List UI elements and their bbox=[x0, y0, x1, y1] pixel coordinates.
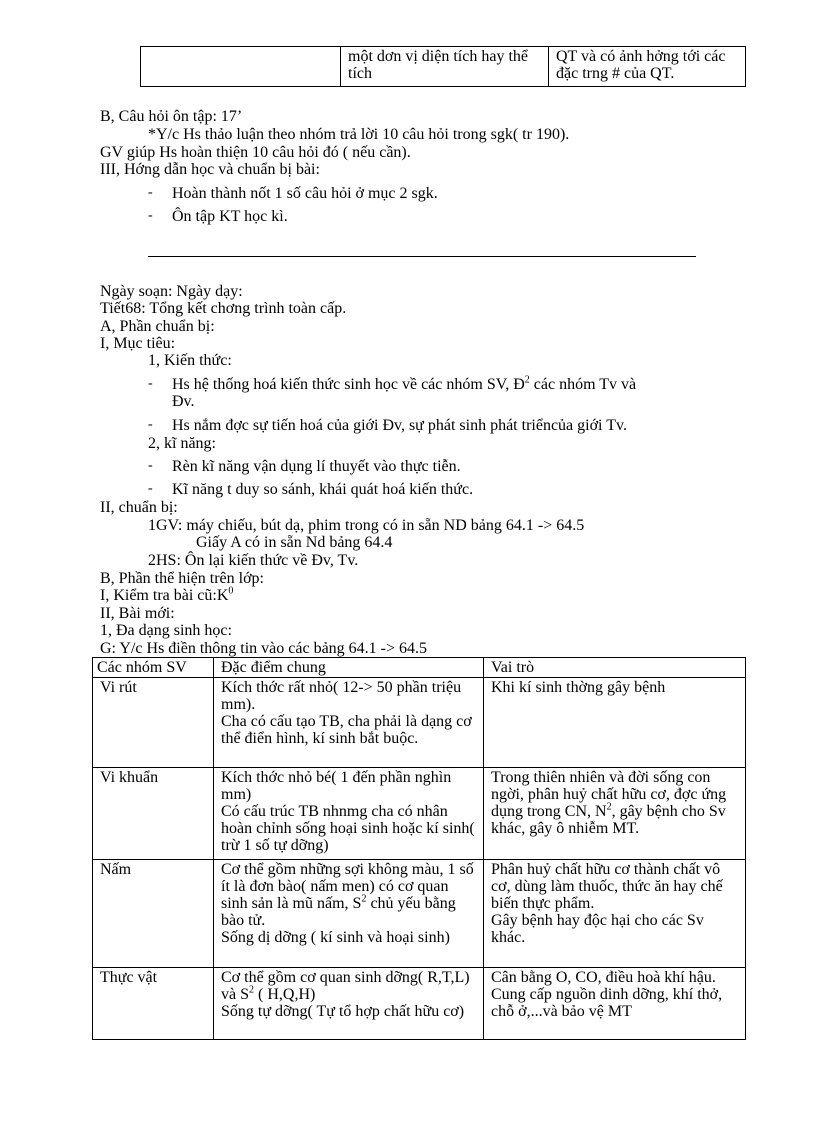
part-a-heading: A, Phần chuẩn bị: bbox=[100, 318, 215, 335]
trait-text-a: Cơ thể gồm những sợi không màu, 1 số ít là đơn bào( nấm men) có cơ quan sinh sản là mũ nấm, S bbox=[221, 861, 474, 912]
role-line: Phân huỷ chất hữu cơ thành chất vô cơ, dùng làm thuốc, thức ăn hay chế biến thực phẩm. bbox=[491, 861, 723, 912]
row-role bbox=[484, 678, 746, 768]
superscript: 2 bbox=[524, 374, 530, 386]
knowledge-bullet-1-a: Hs hệ thống hoá kiến thức sinh học về các nhóm SV, Đ bbox=[172, 376, 525, 393]
row-traits bbox=[214, 968, 484, 1040]
row-group: Nấm bbox=[93, 860, 214, 968]
knowledge-bullet-1-cont: Đv. bbox=[172, 393, 195, 410]
table-row bbox=[93, 768, 746, 860]
trait-text-b: ( H,Q,H) bbox=[254, 986, 316, 1003]
trait-line bbox=[221, 861, 479, 929]
section-divider bbox=[148, 256, 696, 257]
trait-line: Kích thớc nhỏ bé( 1 đến phần nghìn mm) bbox=[221, 769, 452, 803]
row-group: Vi rút bbox=[93, 678, 214, 768]
role-line: Cung cấp nguồn dinh dỡng, khí thở, chỗ ở,...và bảo vệ MT bbox=[491, 986, 723, 1020]
role-line: Khi kí sinh thờng gây bệnh bbox=[491, 679, 666, 696]
role-line: Gây bệnh hay độc hại cho các Sv khác. bbox=[491, 912, 704, 946]
table-row bbox=[93, 968, 746, 1040]
lesson-title: Tiết68: Tổng kết chơng trình toàn cấp. bbox=[100, 300, 347, 317]
row-group: Thực vật bbox=[93, 968, 214, 1040]
bullet-dash: - bbox=[148, 481, 153, 496]
bullet-dash: - bbox=[148, 185, 153, 200]
bullet-dash: - bbox=[148, 458, 153, 473]
table-row bbox=[93, 678, 746, 768]
header-traits: Đặc điểm chung bbox=[214, 658, 484, 678]
row-role bbox=[484, 768, 746, 860]
superscript: 2 bbox=[361, 893, 367, 905]
row-traits bbox=[214, 678, 484, 768]
skills-bullet-1: Rèn kĩ năng vận dụng lí thuyết vào thực tiễn. bbox=[172, 458, 461, 475]
trait-line: Sống tự dỡng( Tự tổ hợp chất hữu cơ) bbox=[221, 1003, 465, 1020]
trait-line: Sống dị dỡng ( kí sinh và hoại sinh) bbox=[221, 929, 450, 946]
check-old-lesson bbox=[100, 587, 233, 604]
part-b-heading: B, Phần thể hiện trên lớp: bbox=[100, 570, 264, 587]
superscript: 2 bbox=[249, 984, 254, 996]
role-line: Cân bằng O, CO, điều hoà khí hậu. bbox=[491, 969, 716, 986]
knowledge-bullet-1 bbox=[172, 376, 636, 393]
review-heading: B, Câu hỏi ôn tập: 17’ bbox=[100, 108, 243, 125]
role-text-a: Trong thiên nhiên và đời sống con ngời, phân huỷ chất hữu cơ, đợc ứng dụng trong CN, N bbox=[491, 769, 727, 820]
table-row bbox=[93, 860, 746, 968]
review-line-2: GV giúp Hs hoàn thiện 10 câu hỏi đó ( nếu cần). bbox=[100, 144, 411, 161]
diversity-table bbox=[92, 657, 746, 1040]
trait-line bbox=[221, 969, 479, 1003]
bullet-dash: - bbox=[148, 208, 153, 223]
trait-text-a: Cơ thể gồm cơ quan sinh dỡng( R,T,L) và S bbox=[221, 969, 470, 1003]
date-line: Ngày soạn: Ngày dạy: bbox=[100, 283, 243, 300]
skills-heading: 2, kĩ năng: bbox=[148, 435, 216, 452]
objectives-heading: I, Mục tiêu: bbox=[100, 335, 176, 352]
guidance-bullet-2: Ôn tập KT học kì. bbox=[172, 208, 288, 225]
top-cell-empty bbox=[141, 47, 341, 87]
row-role bbox=[484, 860, 746, 968]
check-text: I, Kiểm tra bài cũ:K bbox=[100, 587, 229, 604]
table-header-row bbox=[93, 658, 746, 678]
student-prep: 2HS: Ôn lại kiến thức về Đv, Tv. bbox=[148, 552, 359, 569]
prepare-heading: II, chuẩn bị: bbox=[100, 499, 178, 516]
trait-line: Cha có cấu tạo TB, cha phải là dạng cơ thể điển hình, kí sinh bắt buộc. bbox=[221, 713, 472, 747]
row-traits bbox=[214, 768, 484, 860]
review-line-1: *Y/c Hs thảo luận theo nhóm trả lời 10 câu hỏi trong sgk( tr 190). bbox=[148, 126, 570, 143]
trait-line: Kích thớc rất nhỏ( 12-> 50 phần triệu mm). bbox=[221, 679, 462, 713]
superscript: 2 bbox=[606, 801, 612, 813]
trait-line: Có cấu trúc TB nhnmg cha có nhân hoàn chỉnh sống hoại sinh hoặc kí sinh( trừ 1 số tự dỡng) bbox=[221, 803, 475, 854]
teacher-prep-2: Giấy A có in sẵn Nd bảng 64.4 bbox=[196, 534, 393, 551]
skills-bullet-2: Kĩ năng t duy so sánh, khái quát hoá kiến thức. bbox=[172, 481, 474, 498]
knowledge-bullet-1-b: các nhóm Tv và bbox=[529, 376, 637, 393]
diversity-heading: 1, Đa dạng sinh học: bbox=[100, 622, 232, 639]
row-traits bbox=[214, 860, 484, 968]
header-role: Vai trò bbox=[484, 658, 746, 678]
header-group: Các nhóm SV bbox=[93, 658, 214, 678]
knowledge-heading: 1, Kiến thức: bbox=[148, 352, 232, 369]
task-line: G: Y/c Hs điền thông tin vào các bảng 64.1 -> 64.5 bbox=[100, 640, 428, 657]
knowledge-bullet-2: Hs nắm đợc sự tiến hoá của giới Đv, sự phát sinh phát triểncủa giới Tv. bbox=[172, 417, 627, 434]
teacher-prep-1: 1GV: máy chiếu, bút dạ, phim trong có in sẵn ND bảng 64.1 -> 64.5 bbox=[148, 517, 585, 534]
row-group: Vi khuẩn bbox=[93, 768, 214, 860]
trait-text-b: chủ yếu bằng bào tử. bbox=[221, 895, 456, 929]
bullet-dash: - bbox=[148, 376, 153, 391]
row-role bbox=[484, 968, 746, 1040]
top-table bbox=[140, 46, 746, 87]
guidance-heading: III, Hớng dẫn học và chuẩn bị bài: bbox=[100, 161, 320, 178]
new-lesson-heading: II, Bài mới: bbox=[100, 605, 175, 622]
top-cell-middle: một dơn vị diện tích hay thể tích bbox=[341, 47, 549, 87]
role-text-b: , gây bệnh cho Sv khác, gây ô nhiễm MT. bbox=[491, 803, 726, 837]
superscript: 0 bbox=[228, 585, 234, 597]
guidance-bullet-1: Hoàn thành nốt 1 số câu hỏi ở mục 2 sgk. bbox=[172, 185, 438, 202]
bullet-dash: - bbox=[148, 417, 153, 432]
top-cell-right: QT và có ảnh hởng tới các đặc trng # của QT. bbox=[549, 47, 746, 87]
